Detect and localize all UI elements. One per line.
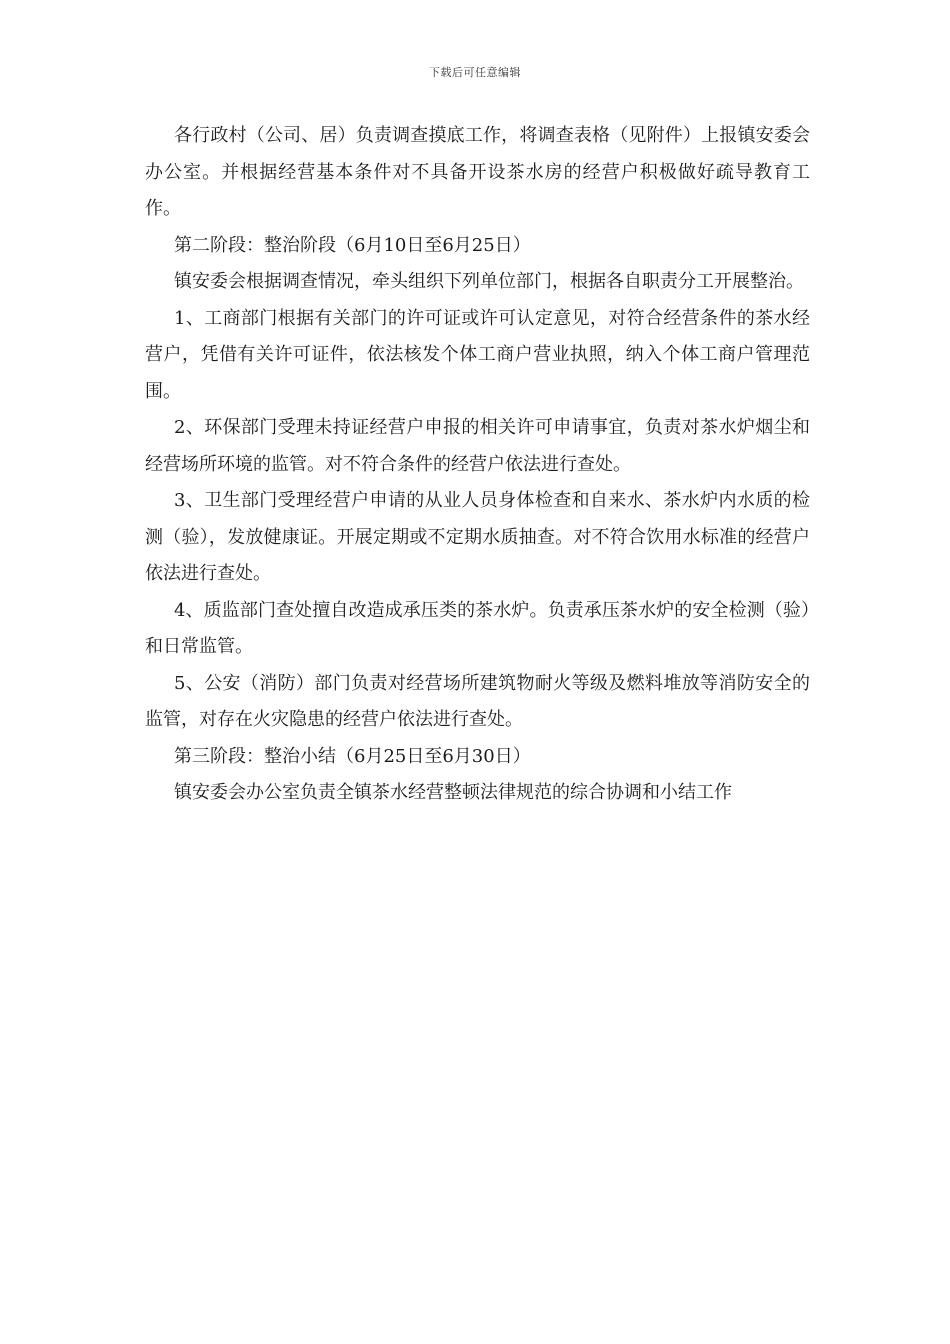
paragraph-item-1: 1、工商部门根据有关部门的许可证或许可认定意见，对符合经营条件的茶水经营户，凭借有关许可证件，依法核发个体工商户营业执照，纳入个体工商户管理范围。 [145,307,810,402]
document-body [145,118,810,812]
paragraph-item-5: 5、公安（消防）部门负责对经营场所建筑物耐火等级及燃料堆放等消防安全的监管，对存在火灾隐患的经营户依法进行查处。 [145,672,810,730]
paragraph-stage-two-heading: 第二阶段：整治阶段（6月10日至6月25日） [174,234,531,256]
paragraph-item-2: 2、环保部门受理未持证经营户申报的相关许可申请事宜，负责对茶水炉烟尘和经营场所环境的监管。对不符合条件的经营户依法进行查处。 [145,417,810,475]
paragraph-item-3: 3、卫生部门受理经营户申请的从业人员身体检查和自来水、茶水炉内水质的检测（验），发放健康证。开展定期或不定期水质抽查。对不符合饮用水标准的经营户依法进行查处。 [145,490,810,584]
paragraph-stage-three-body: 镇安委会办公室负责全镇茶水经营整顿法律规范的综合协调和小结工作 [174,782,732,803]
paragraph-survey: 各行政村（公司、居）负责调查摸底工作，将调查表格（见附件）上报镇安委会办公室。并根据经营基本条件对不具备开设茶水房的经营户积极做好疏导教育工作。 [145,125,810,219]
header-note: 下载后可任意编辑 [429,66,521,79]
paragraph-stage-two-intro: 镇安委会根据调查情况，牵头组织下列单位部门，根据各自职责分工开展整治。 [174,271,804,292]
paragraph-item-4: 4、质监部门查处擅自改造成承压类的茶水炉。负责承压茶水炉的安全检测（验）和日常监管。 [145,599,810,657]
paragraph-stage-three-heading: 第三阶段：整治小结（6月25日至6月30日） [174,745,531,767]
